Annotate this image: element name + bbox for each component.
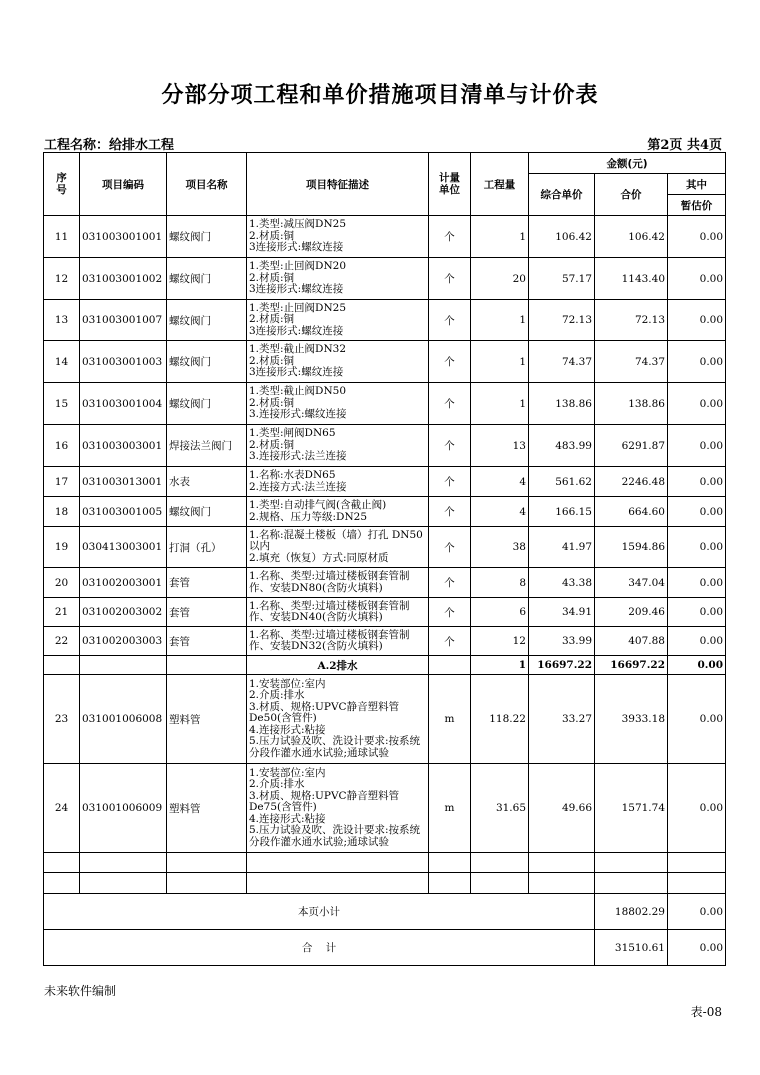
cell-seq: 20: [44, 568, 80, 598]
page-subtotal-label: 本页小计: [44, 894, 595, 930]
cell-feature: 1.名称、类型:过墙过楼板钢套管制作、安装DN80(含防火填料): [247, 568, 429, 598]
grand-total-label: 合 计: [44, 930, 595, 966]
table-row: [44, 598, 726, 627]
page-subtotal-est: 0.00: [668, 894, 726, 930]
cell-total: 1594.86: [595, 527, 668, 568]
cell-seq: 12: [44, 258, 80, 300]
cell-seq: 23: [44, 675, 80, 764]
header-feature: 项目特征描述: [247, 153, 429, 216]
section-total: 16697.22: [595, 656, 668, 675]
cell-qty: 38: [471, 527, 529, 568]
table-row: [44, 627, 726, 656]
cell-est-price: 0.00: [668, 425, 726, 467]
table-row: [44, 425, 726, 467]
cell-total: 664.60: [595, 497, 668, 527]
cell-qty: 1: [471, 383, 529, 425]
cell-total: 106.42: [595, 216, 668, 258]
cell-seq: 21: [44, 598, 80, 627]
page-subtotal-row: [44, 894, 726, 930]
cell-total: 74.37: [595, 341, 668, 383]
section-unit-price: 16697.22: [529, 656, 595, 675]
cell-qty: 4: [471, 497, 529, 527]
header-amount: 金额(元): [529, 153, 726, 174]
cell-qty: 4: [471, 467, 529, 497]
cell-unit-price: 74.37: [529, 341, 595, 383]
cell-seq: 18: [44, 497, 80, 527]
header-name: 项目名称: [167, 153, 247, 216]
cell-est-price: 0.00: [668, 383, 726, 425]
page-number: 第2页 共4页: [647, 138, 722, 153]
cell-seq: 24: [44, 764, 80, 853]
table-row: [44, 216, 726, 258]
cell-est-price: 0.00: [668, 627, 726, 656]
cell-feature: 1.安装部位:室内 2.介质:排水 3.材质、规格:UPVC静音塑料管 De50(含管件) 4.连接形式:粘接 5.压力试验及吹、洗设计要求:按系统分段作灌水通水试验;通球试验: [247, 675, 429, 764]
cell-name: 螺纹阀门: [167, 216, 247, 258]
cell-total: 2246.48: [595, 467, 668, 497]
cell-qty: 6: [471, 598, 529, 627]
table-row: [44, 764, 726, 853]
cell-feature: 1.类型:止回阀DN25 2.材质:铜 3连接形式:螺纹连接: [247, 300, 429, 341]
cell-name: 螺纹阀门: [167, 341, 247, 383]
section-qty: 1: [471, 656, 529, 675]
cell-code: 031001006009: [80, 764, 167, 853]
cell-code: 031003001003: [80, 341, 167, 383]
cell-qty: 118.22: [471, 675, 529, 764]
cell-unit: 个: [429, 568, 471, 598]
cell-total: 209.46: [595, 598, 668, 627]
cell-unit: 个: [429, 300, 471, 341]
cell-name: 打洞（孔）: [167, 527, 247, 568]
software-credit: 未来软件编制: [44, 984, 117, 998]
header-est-price: 暂估价: [668, 195, 726, 216]
table-row: [44, 383, 726, 425]
cell-name: 螺纹阀门: [167, 300, 247, 341]
table-row: [44, 497, 726, 527]
cell-unit: 个: [429, 627, 471, 656]
cell-name: 塑料管: [167, 675, 247, 764]
cell-feature: 1.类型:自动排气阀(含截止阀) 2.规格、压力等级:DN25: [247, 497, 429, 527]
cell-unit: 个: [429, 467, 471, 497]
cell-seq: 15: [44, 383, 80, 425]
cell-code: 031003001004: [80, 383, 167, 425]
cell-seq: 14: [44, 341, 80, 383]
cell-feature: 1.类型:止回阀DN20 2.材质:铜 3连接形式:螺纹连接: [247, 258, 429, 300]
cell-total: 347.04: [595, 568, 668, 598]
header-qty: 工程量: [471, 153, 529, 216]
grand-total-est: 0.00: [668, 930, 726, 966]
cell-est-price: 0.00: [668, 764, 726, 853]
cell-unit-price: 138.86: [529, 383, 595, 425]
cell-name: 水表: [167, 467, 247, 497]
cell-code: 031002003002: [80, 598, 167, 627]
cell-qty: 31.65: [471, 764, 529, 853]
empty-row: [44, 853, 726, 873]
section-est-price: 0.00: [668, 656, 726, 675]
cell-seq: 13: [44, 300, 80, 341]
header-unit-price: 综合单价: [529, 174, 595, 216]
cell-code: 031003001005: [80, 497, 167, 527]
cell-total: 1571.74: [595, 764, 668, 853]
table-row: [44, 467, 726, 497]
cell-name: 塑料管: [167, 764, 247, 853]
cell-code: 031003003001: [80, 425, 167, 467]
cell-qty: 1: [471, 341, 529, 383]
cell-unit-price: 49.66: [529, 764, 595, 853]
cell-unit-price: 43.38: [529, 568, 595, 598]
cell-qty: 13: [471, 425, 529, 467]
cell-code: 031003013001: [80, 467, 167, 497]
table-row: [44, 527, 726, 568]
cell-est-price: 0.00: [668, 598, 726, 627]
grand-total-row: [44, 930, 726, 966]
cell-code: 031001006008: [80, 675, 167, 764]
cell-est-price: 0.00: [668, 216, 726, 258]
cell-total: 6291.87: [595, 425, 668, 467]
cell-unit-price: 57.17: [529, 258, 595, 300]
cell-unit-price: 33.27: [529, 675, 595, 764]
cell-est-price: 0.00: [668, 568, 726, 598]
project-name: 工程名称：给排水工程: [44, 138, 175, 153]
cell-feature: 1.类型:减压阀DN25 2.材质:铜 3连接形式:螺纹连接: [247, 216, 429, 258]
form-number: 表-08: [690, 1005, 722, 1019]
empty-row: [44, 873, 726, 894]
table-row: [44, 675, 726, 764]
cell-unit-price: 561.62: [529, 467, 595, 497]
cell-feature: 1.名称:混凝土楼板（墙）打孔 DN50以内 2.填充（恢复）方式:同原材质: [247, 527, 429, 568]
cell-qty: 12: [471, 627, 529, 656]
cell-feature: 1.安装部位:室内 2.介质:排水 3.材质、规格:UPVC静音塑料管 De75(含管件) 4.连接形式:粘接 5.压力试验及吹、洗设计要求:按系统分段作灌水通水试验;通球试验: [247, 764, 429, 853]
cell-name: 螺纹阀门: [167, 383, 247, 425]
cell-est-price: 0.00: [668, 675, 726, 764]
cell-unit: 个: [429, 216, 471, 258]
cell-code: 031003001002: [80, 258, 167, 300]
cell-feature: 1.类型:截止阀DN50 2.材质:铜 3.连接形式:螺纹连接: [247, 383, 429, 425]
cell-qty: 1: [471, 216, 529, 258]
cell-name: 套管: [167, 598, 247, 627]
cell-seq: 19: [44, 527, 80, 568]
cell-total: 1143.40: [595, 258, 668, 300]
cell-est-price: 0.00: [668, 467, 726, 497]
table-row: [44, 568, 726, 598]
cell-code: 030413003001: [80, 527, 167, 568]
cell-unit: 个: [429, 383, 471, 425]
header-total: 合价: [595, 174, 668, 216]
cell-unit-price: 33.99: [529, 627, 595, 656]
cell-unit: 个: [429, 527, 471, 568]
cell-unit: 个: [429, 497, 471, 527]
cell-feature: 1.类型:截止阀DN32 2.材质:铜 3连接形式:螺纹连接: [247, 341, 429, 383]
cell-unit-price: 106.42: [529, 216, 595, 258]
cell-total: 72.13: [595, 300, 668, 341]
grand-total-total: 31510.61: [595, 930, 668, 966]
table-row: [44, 300, 726, 341]
cell-seq: 16: [44, 425, 80, 467]
cell-unit-price: 166.15: [529, 497, 595, 527]
cell-unit: m: [429, 675, 471, 764]
cell-unit-price: 41.97: [529, 527, 595, 568]
cell-code: 031002003001: [80, 568, 167, 598]
cell-code: 031003001001: [80, 216, 167, 258]
cell-total: 138.86: [595, 383, 668, 425]
cell-unit-price: 72.13: [529, 300, 595, 341]
cell-feature: 1.名称、类型:过墙过楼板钢套管制作、安装DN32(含防火填料): [247, 627, 429, 656]
cell-est-price: 0.00: [668, 341, 726, 383]
cell-seq: 22: [44, 627, 80, 656]
section-label: A.2排水: [247, 656, 429, 675]
cell-unit: 个: [429, 341, 471, 383]
cell-qty: 8: [471, 568, 529, 598]
table-row: [44, 341, 726, 383]
cell-feature: 1.名称:水表DN65 2.连接方式:法兰连接: [247, 467, 429, 497]
cell-qty: 20: [471, 258, 529, 300]
cell-unit: m: [429, 764, 471, 853]
cell-feature: 1.类型:闸阀DN65 2.材质:铜 3.连接形式:法兰连接: [247, 425, 429, 467]
header-code: 项目编码: [80, 153, 167, 216]
cell-feature: 1.名称、类型:过墙过楼板钢套管制作、安装DN40(含防火填料): [247, 598, 429, 627]
cell-code: 031002003003: [80, 627, 167, 656]
cell-est-price: 0.00: [668, 300, 726, 341]
cell-est-price: 0.00: [668, 258, 726, 300]
cell-unit-price: 483.99: [529, 425, 595, 467]
cell-name: 套管: [167, 568, 247, 598]
cell-est-price: 0.00: [668, 527, 726, 568]
cell-unit: 个: [429, 598, 471, 627]
cell-est-price: 0.00: [668, 497, 726, 527]
cell-total: 407.88: [595, 627, 668, 656]
pricing-table: [43, 152, 726, 966]
page-title: 分部分项工程和单价措施项目清单与计价表: [161, 82, 599, 108]
section-row: [44, 656, 726, 675]
cell-unit-price: 34.91: [529, 598, 595, 627]
header-seq: 序 号: [44, 153, 80, 216]
cell-qty: 1: [471, 300, 529, 341]
header-unit: 计量 单位: [429, 153, 471, 216]
cell-unit: 个: [429, 425, 471, 467]
cell-total: 3933.18: [595, 675, 668, 764]
cell-name: 螺纹阀门: [167, 258, 247, 300]
cell-name: 焊接法兰阀门: [167, 425, 247, 467]
cell-name: 套管: [167, 627, 247, 656]
table-row: [44, 258, 726, 300]
cell-unit: 个: [429, 258, 471, 300]
cell-seq: 17: [44, 467, 80, 497]
cell-seq: 11: [44, 216, 80, 258]
cell-name: 螺纹阀门: [167, 497, 247, 527]
header-of-which: 其中: [668, 174, 726, 195]
page-subtotal-total: 18802.29: [595, 894, 668, 930]
cell-code: 031003001007: [80, 300, 167, 341]
